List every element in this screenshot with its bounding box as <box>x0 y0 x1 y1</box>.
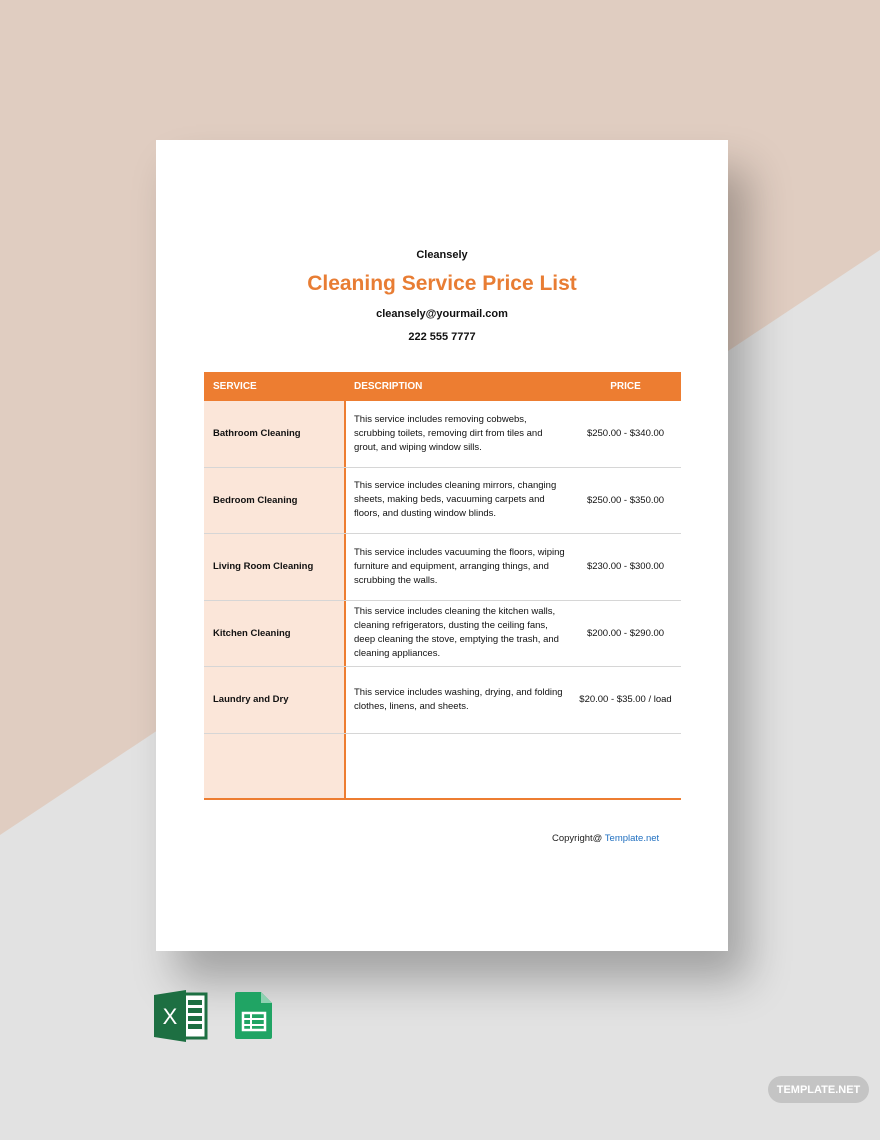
company-name: Cleansely <box>416 249 468 261</box>
empty-cell <box>204 734 346 799</box>
watermark-badge: TEMPLATE.NET <box>768 1076 869 1103</box>
google-sheets-icon[interactable] <box>234 990 274 1040</box>
description-cell: This service includes cleaning mirrors, changing sheets, making beds, vacuuming carpets and floors, and dusting window blinds. <box>354 480 557 520</box>
email: cleansely@yourmail.com <box>376 308 508 320</box>
price-cell: $20.00 - $35.00 / load <box>579 694 672 706</box>
service-cell: Bedroom Cleaning <box>204 468 346 534</box>
price-cell: $230.00 - $300.00 <box>586 561 665 573</box>
description-cell: This service includes vacuuming the floors, wiping furniture and equipment, arranging things, and scrubbing the walls. <box>354 546 565 586</box>
empty-cell <box>570 734 681 799</box>
description-cell: This service includes removing cobwebs, scrubbing toilets, removing dirt from tiles and grout, and wiping window sills. <box>354 413 543 453</box>
table-row <box>204 667 681 734</box>
service-cell: Laundry and Dry <box>204 667 346 733</box>
empty-table-row <box>204 734 681 801</box>
price-cell: $250.00 - $340.00 <box>586 428 665 440</box>
empty-cell <box>346 734 570 799</box>
svg-text:X: X <box>162 1004 178 1029</box>
document-page <box>156 140 728 951</box>
description-cell: This service includes washing, drying, and folding clothes, linens, and sheets. <box>354 686 563 712</box>
header-description: DESCRIPTION <box>354 380 423 392</box>
service-cell: Bathroom Cleaning <box>204 401 346 467</box>
table-header <box>204 372 681 401</box>
copyright-text: Copyright@ <box>552 833 605 844</box>
copyright <box>552 833 659 844</box>
header-price: PRICE <box>610 381 641 392</box>
table-row <box>204 601 681 668</box>
service-cell: Kitchen Cleaning <box>204 601 346 667</box>
description-cell: This service includes cleaning the kitchen walls, cleaning refrigerators, dusting the ceiling fans, deep cleaning the stove, emptying the trash, and cleaning appliances. <box>354 606 559 660</box>
table-row <box>204 401 681 468</box>
price-cell: $250.00 - $350.00 <box>586 494 665 506</box>
table-row <box>204 534 681 601</box>
header-service: SERVICE <box>213 381 257 392</box>
document-title: Cleaning Service Price List <box>307 272 577 295</box>
template-link[interactable]: Template.net <box>604 833 660 844</box>
price-cell: $200.00 - $290.00 <box>586 627 665 639</box>
price-table <box>204 372 681 800</box>
service-cell: Living Room Cleaning <box>204 534 346 600</box>
table-row <box>204 468 681 535</box>
excel-icon[interactable] <box>154 990 208 1042</box>
phone: 222 555 7777 <box>408 331 476 343</box>
